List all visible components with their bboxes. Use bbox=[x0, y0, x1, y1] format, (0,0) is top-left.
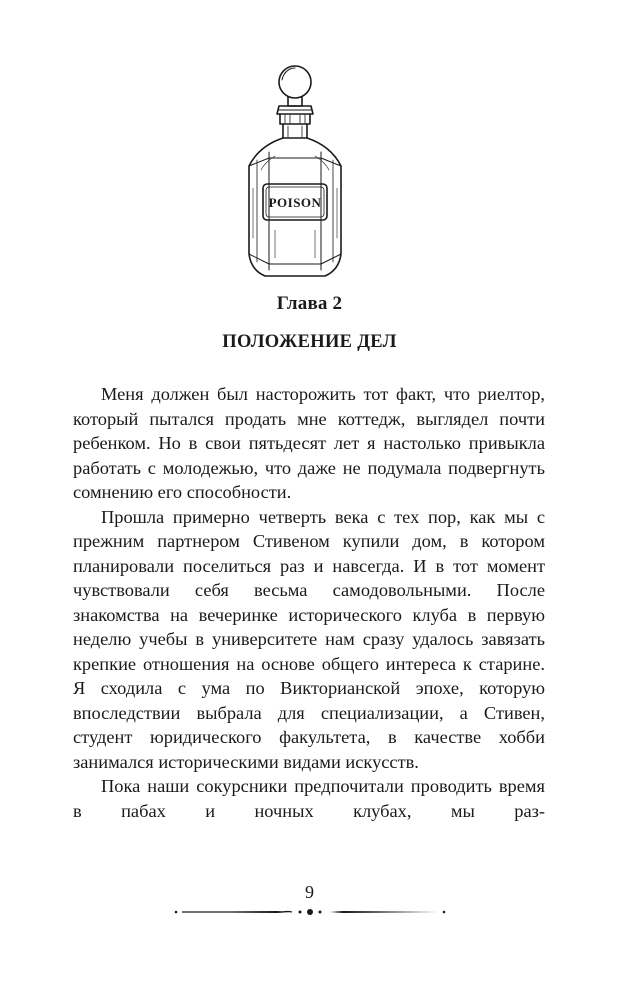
footer-ornament-divider bbox=[172, 906, 448, 918]
paragraph: Пока наши сокурсники предпочитали проводить время в пабах и ночных клубах, мы раз- bbox=[73, 776, 545, 821]
page-number: 9 bbox=[305, 882, 314, 902]
paragraph: Меня должен был насторожить тот факт, что риелтор, который пытался продать мне коттедж, выглядел почти ребенком. Но в свои пятьдесят лет я настолько привыкла работать с молодежью, что даже не подумала подвергнуть сомнению его способности. bbox=[73, 384, 545, 502]
poison-bottle-illustration bbox=[235, 58, 355, 286]
paragraph: Прошла примерно четверть века с тех пор, как мы с прежним партнером Стивеном купили дом, в котором планировали поселиться раз и навсегда. И в тот момент чувствовали себя весьма самодовольными. После знакомства на вечеринке исторического клуба в первую неделю учебы в университете нам сразу удалось завязать крепкие отношения на основе общего интереса к старине. Я сходила с ума по Викторианской эпохе, которую впоследствии выбрала для специализации, а Стивен, студент юридического факультета, в качестве хобби занимался историческими видами искусств. bbox=[73, 506, 545, 772]
chapter-body bbox=[73, 382, 545, 823]
chapter-title: ПОЛОЖЕНИЕ ДЕЛ bbox=[222, 332, 397, 352]
chapter-label: Глава 2 bbox=[276, 293, 343, 314]
bottle-label-text: POISON bbox=[268, 195, 322, 210]
